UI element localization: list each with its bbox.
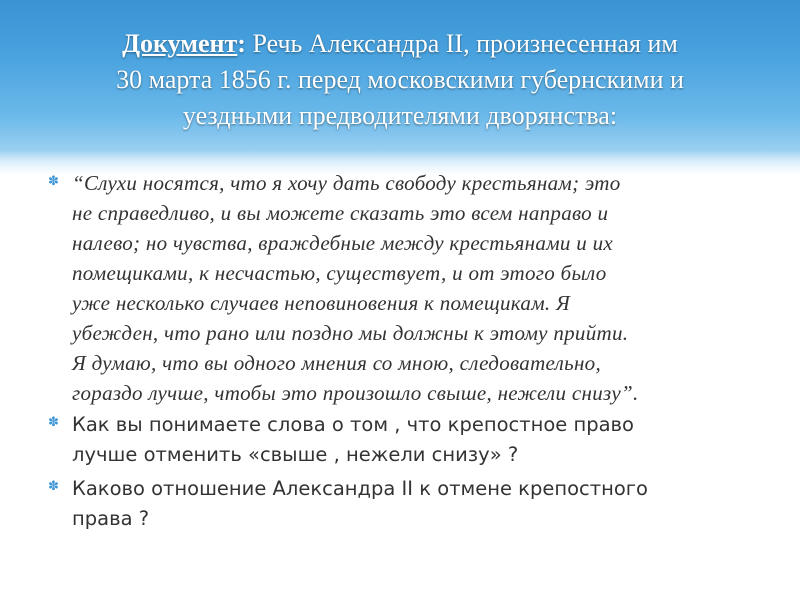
question-bullet-1 [48, 410, 768, 470]
quote-line: помещиками, к несчастью, существует, и от этого было [72, 261, 607, 285]
title-line-1 [40, 26, 760, 62]
quote-bullet [48, 168, 768, 408]
bullet-icon: ✽ [48, 174, 59, 189]
title-line-3: уездными предводителями дворянства: [182, 101, 618, 130]
document-colon: : [237, 29, 246, 58]
quote-line: убежден, что рано или поздно мы должны к этому прийти. [72, 321, 629, 345]
question-line: Каково отношение Александра II к отмене крепостного [72, 477, 648, 500]
slide-content [48, 168, 768, 534]
question-line: лучше отменить «свыше , нежели снизу» ? [72, 443, 519, 466]
question-1-text [72, 410, 768, 470]
question-bullet-2 [48, 474, 768, 534]
question-line: права ? [72, 507, 150, 530]
quote-line: налево; но чувства, враждебные между крестьянами и их [72, 231, 614, 255]
bullet-icon: ✽ [48, 479, 59, 494]
question-2-text [72, 474, 768, 534]
quote-line: уже несколько случаев неповиновения к помещикам. Я [72, 291, 571, 315]
title-line-1-text: Речь Александра II, произнесенная им [245, 29, 678, 58]
title-line-2: 30 марта 1856 г. перед московскими губернскими и [116, 65, 684, 94]
bullet-icon: ✽ [48, 415, 59, 430]
quote-line: не справедливо, и вы можете сказать это всем направо и [72, 201, 609, 225]
slide-title [40, 26, 760, 134]
quote-text [72, 168, 768, 408]
document-label: Документ [122, 29, 238, 58]
quote-line: гораздо лучше, чтобы это произошло свыше, нежели снизу”. [72, 381, 639, 405]
quote-line: Я думаю, что вы одного мнения со мною, следовательно, [72, 351, 602, 375]
question-line: Как вы понимаете слова о том , что крепостное право [72, 413, 634, 436]
quote-line: “Слухи носятся, что я хочу дать свободу крестьянам; это [72, 171, 621, 195]
